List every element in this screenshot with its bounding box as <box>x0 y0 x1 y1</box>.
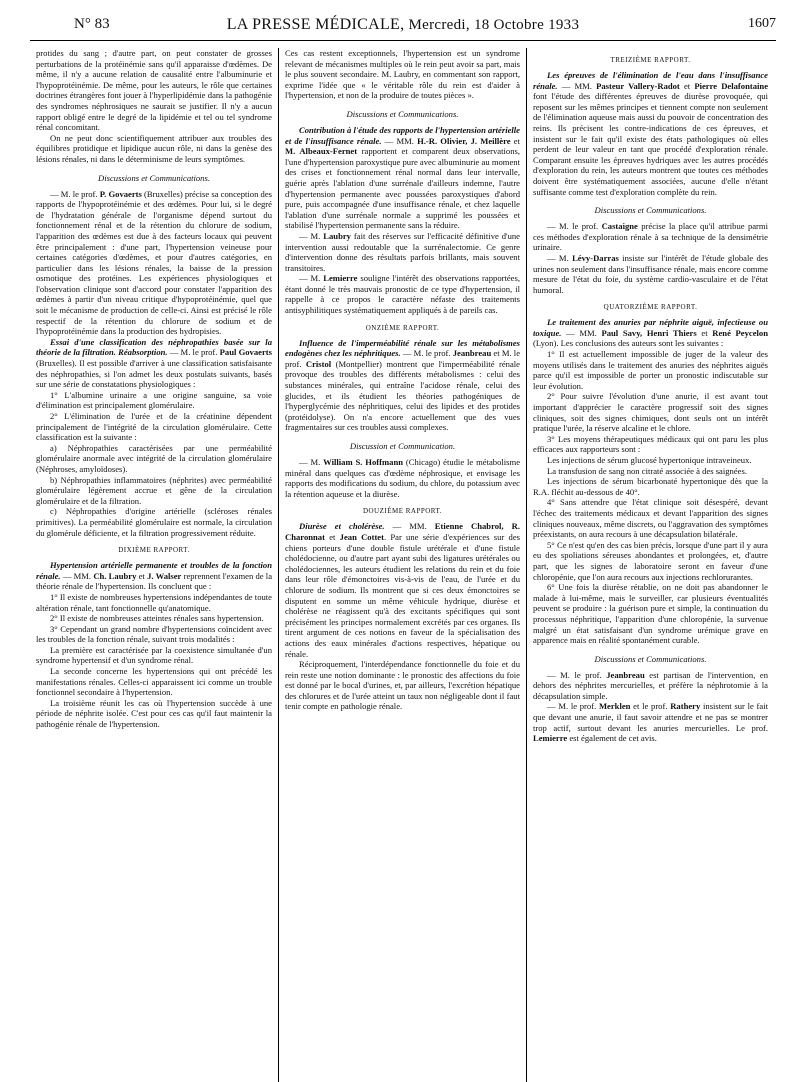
paragraph: La seconde concerne les hypertensions qui ont précédé les manifestations rénales. Celles-ci apparaissent ici comme un trouble fonctionnel secondaire à l'hypertension. <box>36 666 272 698</box>
author-name: J. Walser <box>147 570 182 581</box>
paragraph: La transfusion de sang non citraté associée à des saignées. <box>547 465 747 476</box>
report-heading: ONZIÈME RAPPORT. <box>365 323 440 332</box>
author-name: Paul Govaerts <box>219 347 272 358</box>
paragraph: 4° Sans attendre que l'état clinique soit désespéré, devant l'échec des traitements médicaux et devant l'apparition des signes cliniques nouveaux, même discrets, ou l'aggravation des symptômes préexistants, on aura recours à une décapsulation bilatérale. <box>533 497 768 540</box>
article-title: Influence de l'imperméabilité rénale sur les métabolismes endogènes chez les néphritiques. <box>285 337 520 359</box>
section-heading: Discussion et Communication. <box>349 441 456 451</box>
author-name: Rathery <box>670 701 701 712</box>
article-title: Diurèse et cholérèse. <box>299 521 385 532</box>
author-name: Merklen <box>598 701 631 712</box>
paragraph: Les injections de sérum glucosé hypertonique intraveineux. <box>547 455 752 465</box>
paragraph: — M. le prof. P. Govaerts (Bruxelles) précise sa conception des rapports de l'hypoprotéinémie et des œdèmes. Pour lui, si le degré de l'hydratation générale de l'organisme dépend surtout du fonctionnement rénal et de la rétention du chlorure de sodium, l'apparition des œdèmes est due à des facteurs locaux qui peuvent être principalement : d'une part, l'hypertension veineuse pour certaines catégories d'œdèmes, et pour d'autres catégories, en particulier dans les lésions rénales, la baisse de la pression osmotique des protéines. Les expériences physiologiques et l'observation clinique sont d'accord pour constater l'apparition des œdèmes à partir d'un niveau critique d'hypoprotéinémie, quel que soit le mécanisme de production de celle-ci. Ainsi est précisé le rôle respectif de la rétention du chlorure de sodium et de l'hypoprotéinémie dans la production des hydropisies. <box>36 188 272 337</box>
column-2 <box>278 48 526 1082</box>
paragraph: 2° Pour suivre l'évolution d'une anurie, il est avant tout important d'apprécier le caractère progressif soit des signes cliniques, soit des signes chimiques, dont seuls ont un intérêt pratique l'urée, la réserve alcaline et le chlore. <box>533 391 768 434</box>
paragraph: Essai d'une classification des néphropathies basée sur la théorie de la filtration. Réabsorption. — M. le prof. Paul Govaerts (Bruxelles). Il est possible d'arriver à une classification satisfaisante des néphropathies, si l'on admet les deux postulats suivants, basés sur une série de constatations physiologiques : <box>36 336 272 390</box>
paragraph: On ne peut donc scientifiquement attribuer aux troubles des équilibres protidique et lipidique aucun rôle, ni dans la genèse des lésions rénales, ni dans le déterminisme de leurs symptômes. <box>36 132 272 164</box>
author-name: William S. Hoffmann <box>323 457 404 467</box>
author-name: Castaigne <box>601 221 638 232</box>
paragraph: Diurèse et cholérèse. — MM. Etienne Chabrol, R. Charonnat et Jean Cottet. Par une série d'expériences sur des chiens porteurs d'une double fistule urétérale et d'une fistule cholédocienne, ou d'autre part ayant subi des ligatures urétérales ou cholédociennes, les auteurs étudient les relations du rein et du foie dans leur rôle d'émonctoires vis-à-vis de l'eau, de l'urée et du chlorure de sodium. Ils montrent que si ces deux émonctoires se disputent en somme un même véhicule hydrique, diurèse et cholérèse ne réagissent qu'à des excitants spécifiques qui sont précisément les principes normalement excrétés par ces organes. Ils tirent argument de ces notions en faveur de la spécialisation des actions des eaux minérales d'actions respectives, hépatique ou rénale. <box>285 521 520 659</box>
paragraph: a) Néphropathies caractérisées par une perméabilité glomérulaire anormale avec intégrité de la circulation glomérulaire (Néphroses, amyloïdoses). <box>36 442 272 474</box>
author-name: P. Govaerts <box>99 188 142 199</box>
paragraph: Les injections de sérum bicarbonaté hypertonique dès que la R.A. fléchit au-dessous de 40°. <box>533 476 768 497</box>
paragraph: — M. le prof. Castaigne précise la place qu'il attribue parmi ces méthodes d'exploration rénale à sa technique de la densimétrie urinaire. <box>533 221 768 253</box>
paragraph: Le traitement des anuries par néphrite aiguë, infectieuse ou toxique. — MM. Paul Savy, Henri Thiers et René Peycelon (Lyon). Les conclusions des auteurs sont les suivantes : <box>533 317 769 349</box>
paragraph: La troisième réunit les cas où l'hypertension succède à une période de néphrite isolée. C'est pour ces cas qu'il faut maintenir la pathogénie rénale de l'hypertension. <box>36 697 272 730</box>
paragraph: — M. Laubry fait des réserves sur l'efficacité définitive d'une intervention aussi redoutable que la surrénalectomie. Ce genre d'intervention donne des résultats parfois brillants, mais souvent transitoires. <box>285 230 520 273</box>
author-name: Laubry <box>323 230 351 241</box>
article-title: Les épreuves de l'élimination de l'eau dans l'insuffisance rénale. <box>533 70 768 91</box>
section-heading: Discussions et Communications. <box>594 653 707 664</box>
paragraph: 6° Une fois la diurèse rétablie, on ne doit pas abandonner le malade à lui-même, mais le surveiller, car plusieurs éventualités peuvent se produire : la guérison pure et simple, la continuation du processus néphritique, l'apparition d'une chloropénie, la survenue malgré un état satisfaisant d'un syndrome urémique grave en apparence mais en réalité spontanément curable. <box>533 582 768 646</box>
column-1 <box>30 48 278 1082</box>
paragraph: 1° L'albumine urinaire a une origine sanguine, sa voie d'élimination est principalement glomérulaire. <box>36 389 272 411</box>
masthead <box>30 16 776 34</box>
paragraph: 5° Ce n'est qu'en des cas bien précis, lorsque d'une part il y aura eu des spoliations séreuses abondantes et prolongées, et, d'autre part, que les signes de laboratoire seront en faveur d'une chloropénie, que l'on aura recours aux injections rechlorurantes. <box>533 539 768 582</box>
report-heading: DIXIÈME RAPPORT. <box>118 546 190 555</box>
column-3 <box>526 48 774 1082</box>
report-heading: QUATORZIÈME RAPPORT. <box>603 303 698 312</box>
author-name: H.-R. Olivier, J. Meillère <box>417 135 511 146</box>
columns <box>30 48 776 1082</box>
paragraph: — M. le prof. Jeanbreau est partisan de l'intervention, en dehors des néphrites mercurielles, et préfère la néphrotomie à la décapsulation simple. <box>533 669 768 701</box>
author-name: Pierre Delafontaine <box>694 80 769 91</box>
author-name: Etienne Chabrol, R. Charonnat <box>285 521 520 542</box>
paragraph: 3° Les moyens thérapeutiques médicaux qui ont paru les plus efficaces aux rapporteurs sont : <box>533 433 768 455</box>
paragraph: Ces cas restent exceptionnels, l'hypertension est un syndrome relevant de mécanismes multiples où le rein peut avoir sa part, mais le plus souvent secondaire. M. Laubry, en commentant son rapport, exprime l'idée que « le véritable rôle du rein est d'aider à l'hypertension, et non de la produire de toutes pièces ». <box>285 48 520 101</box>
paragraph: 2° L'élimination de l'urée et de la créatinine dépendent principalement de l'intégrité de la circulation glomérulaire. Cette classification est la suivante : <box>36 411 272 443</box>
author-name: Lemierre <box>533 733 568 744</box>
page-header <box>30 16 776 41</box>
paragraph: c) Néphropathies d'origine artérielle (scléroses rénales primitives). La perméabilité glomérulaire est normale, la circulation du glomérule déficiente, et la filtration progressivement réduite. <box>36 506 272 538</box>
report-heading: TREIZIÈME RAPPORT. <box>610 56 691 64</box>
article-title: Contribution à l'étude des rapports de l'hypertension artérielle et de l'insuffisance rénale. <box>285 124 520 146</box>
paragraph: Influence de l'imperméabilité rénale sur les métabolismes endogènes chez les néphritiques. — M. le prof. Jeanbreau et M. le prof. Cristol (Montpellier) montrent que l'imperméabilité rénale provoque des troubles des différents métabolismes : celui des substances minérales, qui entraîne l'acidose rénale, celui des glucides, et ils étudient les théories pathogéniques de l'hyperglycémie des néphritiques, celui des lipides et des protides (protéidolyse). On n'a encore actuellement que des vues fragmentaires sur ces troubles aussi complexes. <box>285 337 521 433</box>
author-name: Jeanbreau <box>452 348 492 359</box>
author-name: Jeanbreau <box>606 669 645 680</box>
paper-title: LA PRESSE MÉDICALE, <box>226 16 405 33</box>
article-title: Le traitement des anuries par néphrite aiguë, infectieuse ou toxique. <box>533 317 768 338</box>
report-heading: DOUZIÈME RAPPORT. <box>362 507 443 516</box>
author-name: René Peycelon <box>712 327 769 338</box>
section-heading: Discussions et Communications. <box>594 205 707 216</box>
issue-date: Mercredi, 18 Octobre 1933 <box>408 17 580 33</box>
author-name: Lemierre <box>323 273 358 284</box>
author-name: Paul Savy, Henri Thiers <box>601 327 697 338</box>
author-name: Ch. Laubry <box>93 570 137 581</box>
paragraph: 1° Il est actuellement impossible de juger de la valeur des moyens utilisés dans le traitement des anuries des néphrites aiguës parce qu'il est impossible de porter un pronostic indiscutable sur leur évolution. <box>533 349 768 391</box>
page-number: 1607 <box>748 16 776 31</box>
paragraph: Les épreuves de l'élimination de l'eau dans l'insuffisance rénale. — MM. Pasteur Vallery-Radot et Pierre Delafontaine font l'étude des différentes épreuves de diurèse provoquée, qui reposent sur les mêmes principes et tiennent compte non seulement de l'élimination aqueuse mais aussi du pouvoir de concentration des reins. Ils précisent les contre-indications de ces épreuves, et insistent sur le fait qu'il existe des états pathologiques où elles perdent de leur valeur en tant que procédé d'exploration rénale. Comparant ensuite les épreuves hydriques avec les autres procédés d'exploration du rein, les auteurs montrent que toutes ces méthodes doivent être systématiquement associées, aucune d'elle n'étant suffisante comme test d'exploration complète du rein. <box>533 70 769 197</box>
paragraph: protides du sang ; d'autre part, on peut constater de grosses perturbations de la protéinémie sans qu'il apparaisse d'œdèmes. De même, il n'y a aucune relation de causalité entre l'albuminurie et l'hypoprotéinémie. De même, pour les auteurs, le rôle que certaines doctrines étrangères font jouer à l'hyperlipidémie dans la pathogénie des syndromes néphrosiques ne saurait se justifier. Il n'y a aucun rapport obligé entre le degré de la lipidémie et tel ou tel syndrome rénal concomitant. <box>36 48 272 133</box>
paragraph: 2° Il existe de nombreuses atteintes rénales sans hypertension. <box>50 613 264 624</box>
section-heading: Discussions et Communications. <box>346 108 459 119</box>
paragraph: — M. William S. Hoffmann (Chicago) étudie le métabolisme minéral dans quelques cas d'œdème néphrosique, et envisage les rapports des modifications du sodium, du chlore, du potassium avec la rétention aqueuse et la diurèse. <box>285 457 521 499</box>
article-title: Essai d'une classification des néphropathies basée sur la théorie de la filtration. Réabsorption. <box>36 336 272 358</box>
paragraph: Hypertension artérielle permanente et troubles de la fonction rénale. — MM. Ch. Laubry et J. Walser reprennent l'examen de la théorie rénale de l'hypertension. Ils concluent que : <box>36 560 273 592</box>
author-name: Jean Cottet <box>339 531 384 542</box>
issue-number: N° 83 <box>74 16 110 32</box>
paragraph: 3° Cependant un grand nombre d'hypertensions coïncident avec les troubles de la fonction rénale, suivant trois modalités : <box>36 623 272 645</box>
author-name: Lévy-Darras <box>572 252 619 263</box>
paragraph: 1° Il existe de nombreuses hypertensions indépendantes de toute altération rénale, tant fonctionnelle qu'anatomique. <box>36 591 272 613</box>
article-title: Hypertension artérielle permanente et troubles de la fonction rénale. <box>36 560 272 581</box>
paragraph: — M. le prof. Merklen et le prof. Rathery insistent sur le fait que devant une anurie, il faut savoir attendre et ne pas se montrer trop actif, surtout devant les anuries mercurielles. Le prof. Lemierre est également de cet avis. <box>533 701 768 744</box>
section-heading: Discussions et Communications. <box>98 172 210 183</box>
author-name: Cristol <box>305 358 332 369</box>
paragraph: Réciproquement, l'interdépendance fonctionnelle du foie et du rein reste une notion dominante : le pronostic des affections du foie est donné par le bocal d'urines, et, par ailleurs, l'excrétion hépatique des chlorures et de l'urée atteint un taux non négligeable dont il faut tenir compte en pathologie rénale. <box>285 659 520 712</box>
paragraph: b) Néphropathies inflammatoires (néphrites) avec perméabilité glomérulaire légèrement accrue et gêne de la circulation glomérulaire et de la filtration. <box>36 474 272 506</box>
author-name: M. Albeaux-Fernet <box>285 146 358 157</box>
author-name: Pasteur Vallery-Radot <box>596 80 680 91</box>
paragraph: Contribution à l'étude des rapports de l'hypertension artérielle et de l'insuffisance rénale. — MM. H.-R. Olivier, J. Meillère et M. Albeaux-Fernet rapportent et comparent deux observations, l'une d'hypertension paroxystique pure avec albuminurie au moment des crises et fonctionnement rénal normal dans leur intervalle, guérie après l'ablation d'une surrénale d'ailleurs indemne, l'autre d'hypertension permanente avec poussées paroxystiques d'abord pure, puis accompagnée d'une insuffisance rénale, et chez laquelle l'ablation d'une surrénale normale a supprimé les poussées et stabilisé l'hypertension permanente sans la réduire. <box>285 124 520 231</box>
paragraph: — M. Lemierre souligne l'intérêt des observations rapportées, étant donné le très mauvais pronostic de ce type d'hypertension, il rappelle à ce propos le caractère néfaste des traitements antisyphilitiques systématiquement appliqués à de pareils cas. <box>285 273 520 316</box>
paragraph: — M. Lévy-Darras insiste sur l'intérêt de l'étude globale des urines non seulement dans l'insuffisance rénale, mais encore comme mesure de l'état du foie, du système cardio-vasculaire et de l'état humoral. <box>533 252 768 295</box>
paragraph: La première est caractérisée par la coexistence simultanée d'un syndrome hypertensif et d'un syndrome rénal. <box>36 644 272 666</box>
